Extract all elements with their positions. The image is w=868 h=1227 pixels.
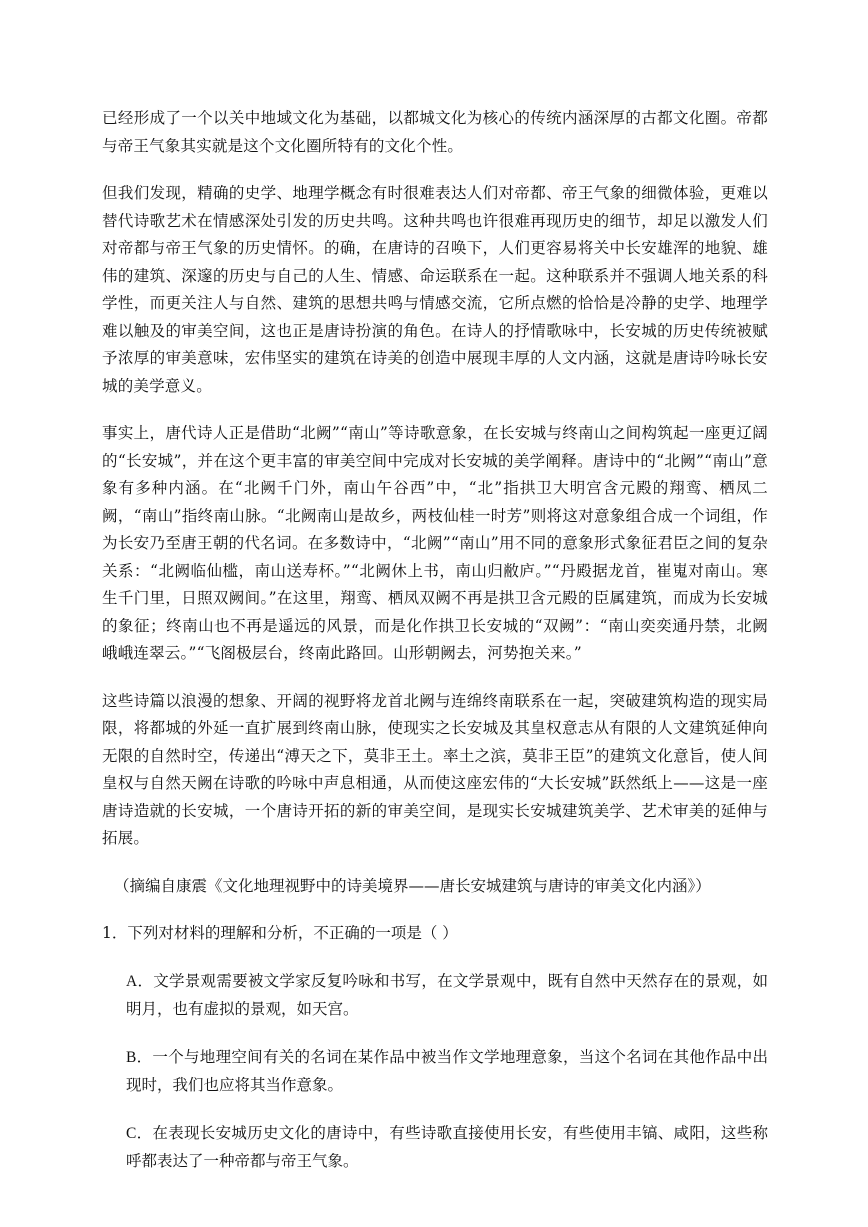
option-c: C．在表现长安城历史文化的唐诗中，有些诗歌直接使用长安，有些使用丰镐、咸阳，这些称呼都表达了一种帝都与帝王气象。 [126,1124,768,1170]
paragraph-gap [102,853,768,873]
paragraph-gap [102,1100,768,1120]
paragraph-gap [102,160,768,180]
paragraph-gap [102,1024,768,1044]
passage-paragraph-1: 已经形成了一个以关中地域文化为基础，以都城文化为核心的传统内涵深厚的古都文化圈。帝都与帝王气象其实就是这个文化圈所特有的文化个性。 [102,109,768,155]
paragraph-gap [102,900,768,920]
passage-source: （摘编自康震《文化地理视野中的诗美境界——唐长安城建筑与唐诗的审美文化内涵》） [114,876,711,895]
paragraph-gap [102,668,768,688]
paragraph-gap [102,400,768,420]
passage-paragraph-2: 但我们发现，精确的史学、地理学概念有时很难表达人们对帝都、帝王气象的细微体验，更难以替代诗歌艺术在情感深处引发的历史共鸣。这种共鸣也许很难再现历史的细节，却足以激发人们对帝都与帝王气象的历史情怀。的确，在唐诗的召唤下，人们更容易将关中长安雄浑的地貌、雄伟的建筑、深邃的历史与自己的人生、情感、命运联系在一起。这种联系并不强调人地关系的科学性，而更关注人与自然、建筑的思想共鸣与情感交流，它所点燃的恰恰是冷静的史学、地理学难以触及的审美空间，这也正是唐诗扮演的角色。在诗人的抒情歌咏中，长安城的历史传统被赋予浓厚的审美意味，宏伟坚实的建筑在诗美的创造中展现丰厚的人文内涵，这就是唐诗吟咏长安城的美学意义。 [102,184,768,395]
document-page [102,105,768,1176]
passage-paragraph-4: 这些诗篇以浪漫的想象、开阔的视野将龙首北阙与连绵终南联系在一起，突破建筑构造的现实局限，将都城的外延一直扩展到终南山脉，使现实之长安城及其皇权意志从有限的人文建筑延伸向无限的自然时空，传递出“溥天之下，莫非王土。率土之滨，莫非王臣”的建筑文化意旨，使人间皇权与自然天阙在诗歌的吟咏中声息相通，从而使这座宏伟的“大长安城”跃然纸上——这是一座唐诗造就的长安城，一个唐诗开拓的新的审美空间，是现实长安城建筑美学、艺术审美的延伸与拓展。 [102,691,768,847]
passage-paragraph-3: 事实上，唐代诗人正是借助“北阙”“南山”等诗歌意象，在长安城与终南山之间构筑起一座更辽阔的“长安城”，并在这个更丰富的审美空间中完成对长安城的美学阐释。唐诗中的“北阙”“南山”意象有多种内涵。在“北阙千门外，南山午谷西”中，“北”指拱卫大明宫含元殿的翔鸾、栖凤二阙，“南山”指终南山脉。“北阙南山是故乡，两枝仙桂一时芳”则将这对意象组合成一个词组，作为长安乃至唐王朝的代名词。在多数诗中，“北阙”“南山”用不同的意象形式象征君臣之间的复杂关系：“北阙临仙槛，南山送寿杯。”“北阙休上书，南山归敝庐。”“丹殿据龙首，崔嵬对南山。寒生千门里，日照双阙间。”在这里，翔鸾、栖凤双阙不再是拱卫含元殿的臣属建筑，而成为长安城的象征；终南山也不再是遥远的风景，而是化作拱卫长安城的“双阙”：“南山奕奕通丹禁，北阙峨峨连翠云。”“飞阁极层台，终南此路回。山形朝阙去，河势抱关来。” [102,424,768,662]
question-stem: 1．下列对材料的理解和分析，不正确的一项是（ ） [102,924,458,942]
option-a: A．文学景观需要被文学家反复吟咏和书写，在文学景观中，既有自然中天然存在的景观，如明月，也有虚拟的景观，如天宫。 [126,972,768,1018]
paragraph-gap [102,948,768,968]
option-b: B．一个与地理空间有关的名词在某作品中被当作文学地理意象，当这个名词在其他作品中出现时，我们也应将其当作意象。 [126,1048,768,1094]
